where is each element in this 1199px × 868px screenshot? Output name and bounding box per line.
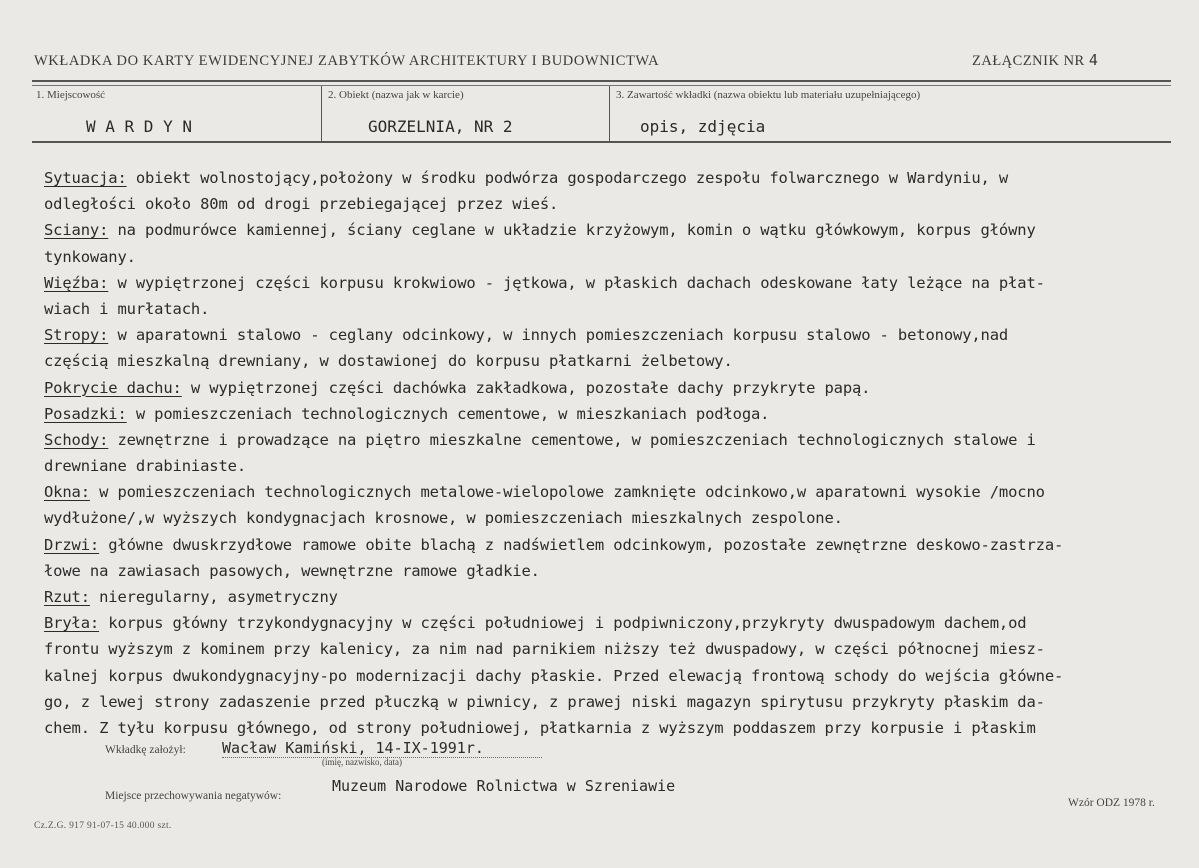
description-line <box>44 244 1184 270</box>
section-text: go, z lewej strony zadaszenie przed płuczką w piwnicy, z prawej niski magazyn spirytusu przykryty płaskim da- <box>44 692 1045 711</box>
description-line <box>44 453 1184 479</box>
object-label: 2. Obiekt (nazwa jak w karcie) <box>328 89 464 101</box>
section-label: Stropy: <box>44 326 109 345</box>
description-line <box>44 191 1184 217</box>
attachment-number: 4 <box>1088 51 1099 69</box>
description-line <box>44 296 1184 322</box>
section-text: odległości około 80m od drogi przebiegającej przez wieś. <box>44 195 559 214</box>
field-divider-1 <box>321 86 322 141</box>
object-value: GORZELNIA, NR 2 <box>368 117 513 136</box>
section-text: łowe na zawiasach pasowych, wewnętrzne ramowe gładkie. <box>44 561 540 580</box>
description-line <box>44 375 1184 401</box>
header-rule-bottom <box>32 141 1171 143</box>
section-text: w aparatowni stalowo - ceglany odcinkowy, w innych pomieszczeniach korpusu stalowo - betonowy,nad <box>108 326 1009 345</box>
description-line <box>44 584 1184 610</box>
section-label: Sciany: <box>44 221 109 240</box>
section-text: w wypiętrzonej części dachówka zakładkowa, pozostałe dachy przykryte papą. <box>181 378 871 397</box>
section-label: Pokrycie dachu: <box>44 378 182 397</box>
section-text: w wypiętrzonej części korpusu krokwiowo - jętkowa, w płaskich dachach odeskowane łaty leżące na płat- <box>108 273 1045 292</box>
description-line <box>44 663 1184 689</box>
negatives-label: Miejsce przechowywania negatywów: <box>105 790 282 802</box>
section-text: częścią mieszkalną drewniany, w dostawionej do korpusu płatkarni żelbetowy. <box>44 352 733 371</box>
header-rule-top <box>32 80 1171 82</box>
description-line <box>44 532 1184 558</box>
section-text: zewnętrzne i prowadzące na piętro mieszkalne cementowe, w pomieszczeniach technologicznych stalowe i <box>108 430 1036 449</box>
section-text: tynkowany. <box>44 247 136 266</box>
locality-label: 1. Miejscowość <box>36 89 106 101</box>
section-text: chem. Z tyłu korpusu głównego, od strony południowej, płatkarnia z wyższym poddaszem przy korpusie i płaskim <box>44 718 1036 737</box>
section-text: wydłużone/,w wyższych kondygnacjach krosnowe, w pomieszczeniach mieszkalnych zespolone. <box>44 509 843 528</box>
author-value: Wacław Kamiński, 14-IX-1991r. <box>222 739 484 757</box>
field-divider-2 <box>609 86 610 141</box>
section-text: główne dwuskrzydłowe ramowe obite blachą z nadświetlem odcinkowym, pozostałe zewnętrzne deskowo-zastrza- <box>99 535 1064 554</box>
section-text: frontu wyższym z kominem przy kalenicy, za nim nad parnikiem niższy też dwuspadowy, w części północnej miesz- <box>44 640 1045 659</box>
description-line <box>44 348 1184 374</box>
description-line <box>44 270 1184 296</box>
description-line <box>44 427 1184 453</box>
section-text: obiekt wolnostojący,położony w środku podwórza gospodarczego zespołu folwarcznego w Wardyniu, w <box>126 169 1009 187</box>
description-line <box>44 401 1184 427</box>
section-text: w pomieszczeniach technologicznych metalowe-wielopolowe zamknięte odcinkowo,w aparatowni wysokie /mocno <box>89 483 1045 502</box>
section-text: wiach i murłatach. <box>44 299 210 318</box>
section-label: Więźba: <box>44 273 109 292</box>
section-text: w pomieszczeniach technologicznych cementowe, w mieszkaniach podłoga. <box>126 404 770 423</box>
locality-value: W A R D Y N <box>86 117 192 136</box>
print-code: Cz.Z.G. 917 91-07-15 40.000 szt. <box>34 821 172 831</box>
section-label: Sytuacja: <box>44 169 127 187</box>
content-label: 3. Zawartość wkładki (nazwa obiektu lub materiału uzupełniającego) <box>616 89 921 101</box>
section-label: Posadzki: <box>44 404 127 423</box>
negatives-value: Muzeum Narodowe Rolnictwa w Szreniawie <box>332 777 676 795</box>
section-text: na podmurówce kamiennej, ściany ceglane w układzie krzyżowym, komin o wątku główkowym, korpus główny <box>108 221 1036 240</box>
description-line <box>44 165 1184 191</box>
description-body <box>44 165 1184 741</box>
description-line <box>44 505 1184 531</box>
description-line <box>44 322 1184 348</box>
description-line <box>44 610 1184 636</box>
section-text: nieregularny, asymetryczny <box>89 588 338 606</box>
attachment-label: ZAŁĄCZNIK NR <box>972 53 1085 69</box>
section-label: Drzwi: <box>44 535 100 554</box>
section-label: Bryła: <box>44 614 100 633</box>
section-label: Rzut: <box>44 588 90 606</box>
description-line <box>44 636 1184 662</box>
form-header-title: WKŁADKA DO KARTY EWIDENCYJNEJ ZABYTKÓW ARCHITEKTURY I BUDOWNICTWA <box>34 53 660 69</box>
description-line <box>44 558 1184 584</box>
description-line <box>44 689 1184 715</box>
header-rule-inner <box>32 85 1171 86</box>
content-value: opis, zdjęcia <box>640 117 766 136</box>
author-label: Wkładkę założył: <box>105 744 186 756</box>
author-note: (imię, nazwisko, data) <box>322 757 402 767</box>
form-code: Wzór ODZ 1978 r. <box>1068 797 1155 809</box>
section-text: drewniane drabiniaste. <box>44 457 246 476</box>
description-line <box>44 715 1184 741</box>
section-label: Okna: <box>44 483 90 502</box>
section-label: Schody: <box>44 430 109 449</box>
description-line <box>44 479 1184 505</box>
section-text: korpus główny trzykondygnacyjny w części południowej i podpiwniczony,przykryty dwuspadowym dachem,od <box>99 614 1027 633</box>
section-text: kalnej korpus dwukondygnacyjny-po modernizacji dachy płaskie. Przed elewacją frontową schody do wejścia główne- <box>44 666 1064 685</box>
description-line <box>44 217 1184 243</box>
attachment-number-label <box>972 51 1098 70</box>
